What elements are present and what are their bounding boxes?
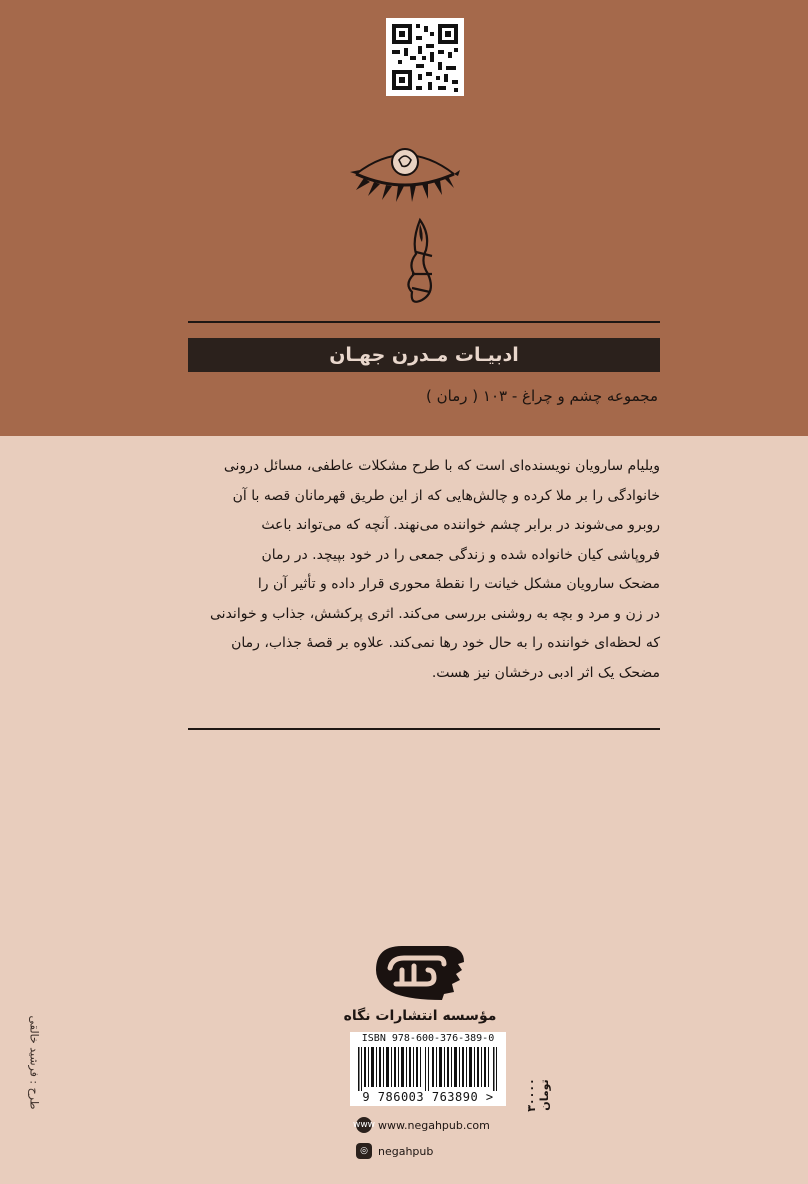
- synopsis-line: مضحک یک اثر ادبی درخشان نیز هست.: [431, 664, 660, 681]
- eye-and-lamp-emblem: [350, 124, 460, 314]
- bottom-divider: [188, 728, 660, 730]
- designer-credit: طرح : فرشید خالقی: [27, 1015, 41, 1110]
- isbn-barcode: [350, 1032, 506, 1106]
- price-label: ۳۰۰۰۰ تومان: [525, 1078, 551, 1112]
- synopsis-line: فروپاشی کیان خانواده شده و زندگی جمعی را در خود بپیچد. در رمان: [261, 546, 660, 563]
- synopsis-line: ویلیام سارویان نویسنده‌ای است که با طرح مشکلات عاطفی، مسائل درونی: [223, 458, 660, 474]
- synopsis-line: که لحظه‌ای خواننده را به حال خود رها نمی‌کند. علاوه بر قصهٔ جذاب، رمان: [231, 635, 660, 651]
- synopsis-line: روبرو می‌شوند در برابر چشم خواننده می‌نهند. آنچه که می‌تواند باعث: [261, 517, 660, 533]
- instagram-text: negahpub: [378, 1144, 434, 1158]
- series-title: ادبیـات مـدرن جهـان: [188, 338, 660, 372]
- synopsis-line: خانوادگی را بر ملا کرده و چالش‌هایی که از این طریق قهرمانان قصه با آن: [232, 487, 660, 504]
- synopsis-text: [190, 452, 660, 688]
- collection-subtitle: مجموعه چشم و چراغ - ۱۰۳ ( رمان ): [426, 387, 658, 405]
- publisher-name: مؤسسه انتشارات نگاه: [343, 1008, 497, 1024]
- website-link[interactable]: [352, 1116, 490, 1134]
- barcode-bars: [356, 1047, 500, 1091]
- top-divider: [188, 321, 660, 323]
- instagram-icon: ◎: [356, 1143, 372, 1159]
- globe-icon: www: [356, 1117, 372, 1133]
- isbn-number: ISBN 978-600-376-389-0: [361, 1033, 495, 1044]
- barcode-number: 9 786003 763890 >: [362, 1090, 494, 1104]
- publisher-logo: [372, 940, 466, 1002]
- website-text: www.negahpub.com: [378, 1118, 490, 1132]
- instagram-link[interactable]: [356, 1142, 433, 1160]
- synopsis-line: مضحک سارویان مشکل خیانت را نقطهٔ محوری قرار داده و تأثیر آن را: [257, 576, 660, 592]
- synopsis-line: در زن و مرد و بچه به روشنی بررسی می‌کند. اثری پرکشش، جذاب و خواندنی: [210, 605, 660, 622]
- qr-code: [386, 18, 464, 96]
